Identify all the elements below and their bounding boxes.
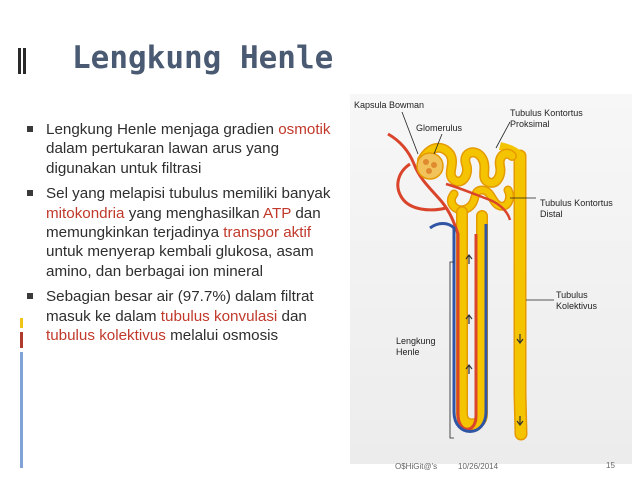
bullet-list xyxy=(26,120,338,351)
highlight-term: tubulus konvulasi xyxy=(160,307,278,325)
diagram-background xyxy=(350,94,632,464)
label-tubulus-kolektivus: Tubulus Kolektivus xyxy=(556,290,598,311)
footer-author: O$HiGit@'s xyxy=(395,462,438,471)
bullet-square-icon xyxy=(27,126,33,132)
bullet-text: untuk menyerap kembali glukosa, asam amino, dan berbagai ion mineral xyxy=(46,243,314,280)
label-lengkung-henle: Lengkung Henle xyxy=(396,336,436,357)
bullet-text: yang menghasilkan xyxy=(124,204,263,222)
bullet-text: dan xyxy=(277,307,307,325)
bullet-text: dalam pertukaran lawan arus yang digunakan untuk filtrasi xyxy=(46,140,280,177)
bullet-text: Sebagian besar air (97.7%) dalam filtrat masuk ke dalam xyxy=(46,288,314,325)
highlight-term: transpor aktif xyxy=(223,224,312,242)
bullet-square-icon xyxy=(27,190,33,196)
highlight-term: mitokondria xyxy=(46,204,125,222)
bullet-item xyxy=(26,287,338,345)
bullet-item xyxy=(26,184,338,281)
highlight-term: tubulus kolektivus xyxy=(46,327,166,345)
bullet-text: melalui osmosis xyxy=(165,327,279,345)
footer-page-number: 15 xyxy=(606,461,615,470)
nephron-illustration xyxy=(350,94,632,464)
side-stripe-blue xyxy=(20,352,23,468)
footer-date: 10/26/2014 xyxy=(458,462,499,471)
title-marker xyxy=(18,48,26,74)
bullet-text: Lengkung Henle menjaga gradien xyxy=(46,121,279,138)
bullet-square-icon xyxy=(27,293,33,299)
slide-title: Lengkung Henle xyxy=(72,40,334,76)
glomerulus-shape xyxy=(417,153,443,179)
nephron-diagram xyxy=(350,94,632,464)
highlight-term: osmotik xyxy=(278,121,331,138)
bullet-text: Sel yang melapisi tubulus memiliki banyak xyxy=(46,185,331,203)
side-stripe-red xyxy=(20,332,23,348)
label-tubulus-proksimal: Tubulus Kontortus Proksimal xyxy=(510,108,583,129)
label-tubulus-distal: Tubulus Kontortus Distal xyxy=(540,198,613,219)
bullet-item xyxy=(26,120,338,178)
label-glomerulus: Glomerulus xyxy=(416,123,463,133)
side-stripe-yellow xyxy=(20,318,23,328)
highlight-term: ATP xyxy=(262,204,292,222)
label-kapsula-bowman: Kapsula Bowman xyxy=(354,100,425,110)
bullet-text: dan memungkinkan terjadinya xyxy=(46,204,321,242)
